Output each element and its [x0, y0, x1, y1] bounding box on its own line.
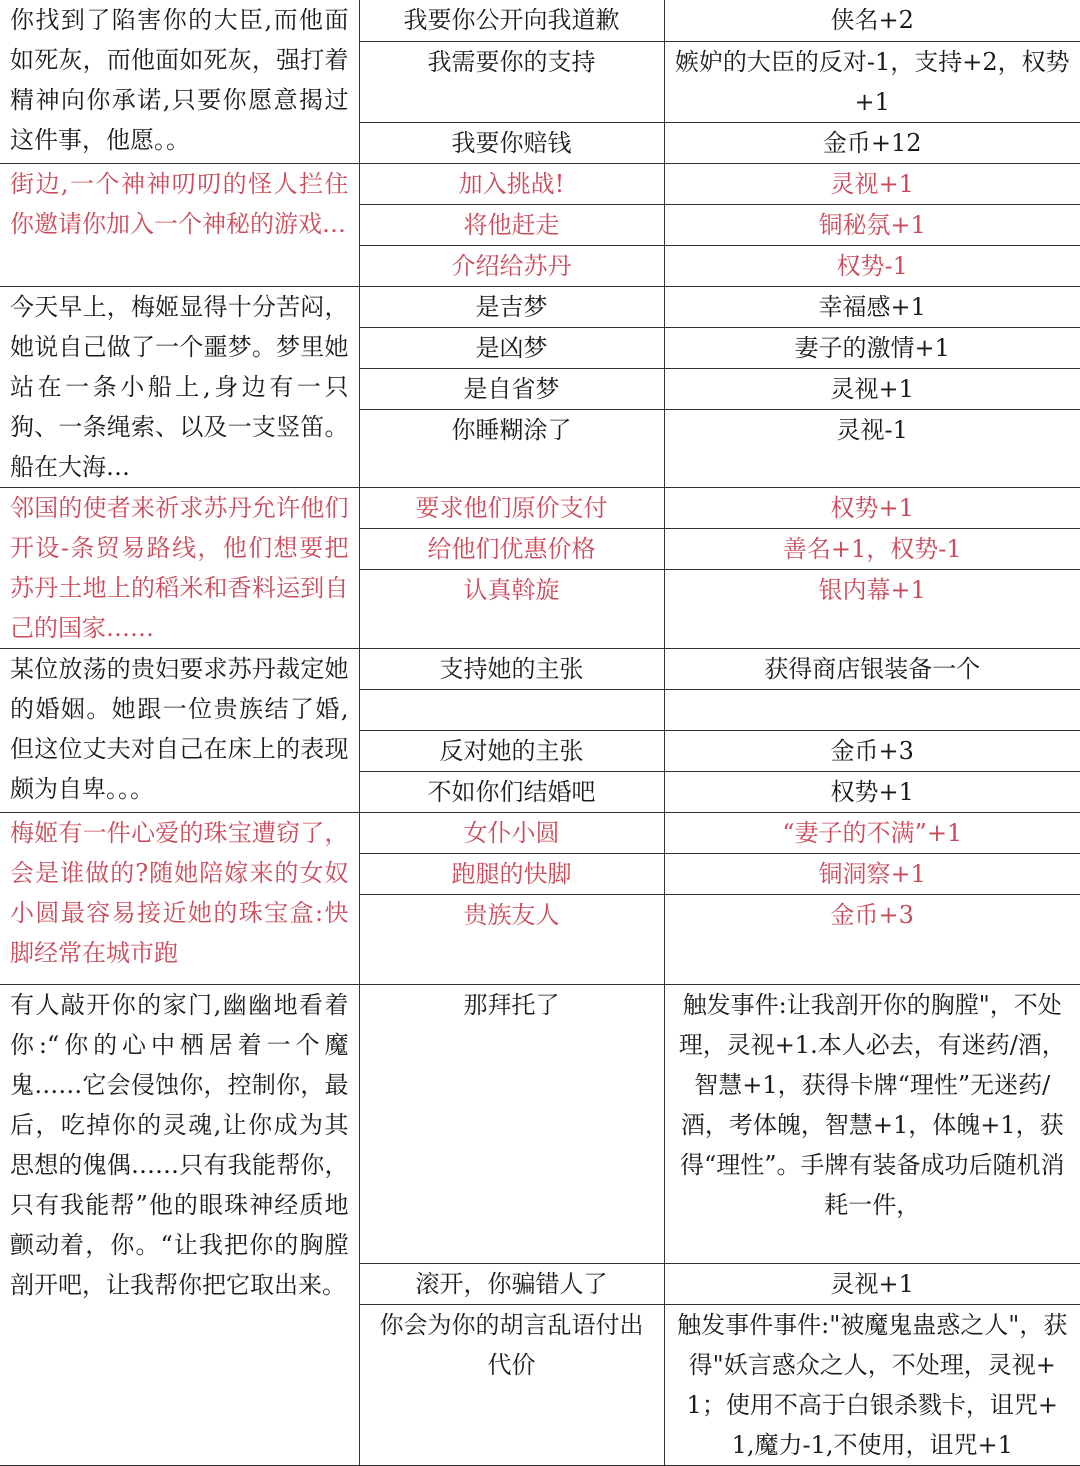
option-cell: 跑腿的快脚 [359, 853, 664, 894]
option-cell: 将他赶走 [359, 204, 664, 245]
effect-cell: 触发事件事件:"被魔鬼蛊惑之人"，获得"妖言惑众之人，不处理，灵视+1；使用不高于白银杀戮卡，诅咒+1,魔力-1,不使用，诅咒+1 [664, 1304, 1080, 1465]
table-row [0, 163, 1080, 204]
effect-cell: 灵视+1 [664, 1263, 1080, 1304]
effect-cell: 权势+1 [664, 771, 1080, 812]
table-row [0, 487, 1080, 528]
option-cell: 女仆小圆 [359, 812, 664, 853]
effect-cell: “妻子的不满”+1 [664, 812, 1080, 853]
effect-cell: 金币+3 [664, 730, 1080, 771]
effect-cell: 获得商店银装备一个 [664, 648, 1080, 689]
option-cell: 是凶梦 [359, 327, 664, 368]
effect-cell: 嫉妒的大臣的反对-1，支持+2，权势+1 [664, 41, 1080, 122]
option-cell: 滚开，你骗错人了 [359, 1263, 664, 1304]
option-cell: 那拜托了 [359, 984, 664, 1263]
effect-cell: 铜洞察+1 [664, 853, 1080, 894]
option-cell: 不如你们结婚吧 [359, 771, 664, 812]
event-description: 邻国的使者来祈求苏丹允许他们开设-条贸易路线，他们想要把苏丹土地上的稻米和香料运到自己的国家…… [0, 487, 359, 648]
option-cell: 加入挑战! [359, 163, 664, 204]
table-row [0, 0, 1080, 41]
effect-cell: 灵视+1 [664, 368, 1080, 409]
option-cell: 是吉梦 [359, 286, 664, 327]
effect-cell: 银内幕+1 [664, 570, 1080, 649]
option-cell: 我要你公开向我道歉 [359, 0, 664, 41]
option-cell: 我要你赔钱 [359, 122, 664, 163]
option-cell: 是自省梦 [359, 368, 664, 409]
option-cell: 我需要你的支持 [359, 41, 664, 122]
event-description: 某位放荡的贵妇要求苏丹裁定她的婚姻。她跟一位贵族结了婚,但这位丈夫对自己在床上的表现颇为自卑。。。 [0, 648, 359, 812]
option-cell: 贵族友人 [359, 894, 664, 984]
event-description: 你找到了陷害你的大臣,而他面如死灰，而他面如死灰，强打着精神向你承诺,只要你愿意揭过这件事，他愿。。 [0, 0, 359, 163]
effect-cell: 权势+1 [664, 487, 1080, 528]
table-row [0, 286, 1080, 327]
option-cell: 认真斡旋 [359, 570, 664, 649]
effect-cell: 妻子的激情+1 [664, 327, 1080, 368]
event-description: 有人敲开你的家门,幽幽地看着你:“你的心中栖居着一个魔鬼……它会侵蚀你，控制你，最后，吃掉你的灵魂,让你成为其思想的傀偶……只有我能帮你，只有我能帮”他的眼珠神经质地颤动着，你。“让我把你的胸膛剖开吧，让我帮你把它取出来。 [0, 984, 359, 1465]
event-description: 梅姬有一件心爱的珠宝遭窃了，会是谁做的?随她陪嫁来的女奴小圆最容易接近她的珠宝盒:快脚经常在城市跑 [0, 812, 359, 984]
effect-cell: 善名+1，权势-1 [664, 528, 1080, 569]
effect-cell: 幸福感+1 [664, 286, 1080, 327]
effect-cell: 侠名+2 [664, 0, 1080, 41]
effect-cell [664, 689, 1080, 730]
option-cell: 反对她的主张 [359, 730, 664, 771]
option-cell: 你睡糊涂了 [359, 409, 664, 487]
table-row [0, 812, 1080, 853]
effect-cell: 金币+3 [664, 894, 1080, 984]
effect-cell: 金币+12 [664, 122, 1080, 163]
option-cell: 介绍给苏丹 [359, 245, 664, 286]
option-cell: 支持她的主张 [359, 648, 664, 689]
effect-cell: 灵视+1 [664, 163, 1080, 204]
table-row [0, 648, 1080, 689]
option-cell [359, 689, 664, 730]
event-description: 街边,一个神神叨叨的怪人拦住你邀请你加入一个神秘的游戏… [0, 163, 359, 286]
effect-cell: 触发事件:让我剖开你的胸膛"，不处理，灵视+1.本人必去，有迷药/酒，智慧+1，获得卡牌“理性”无迷药/酒，考体魄，智慧+1，体魄+1，获得“理性”。手牌有装备成功后随机消耗一件， [664, 984, 1080, 1263]
option-cell: 要求他们原价支付 [359, 487, 664, 528]
option-cell: 你会为你的胡言乱语付出代价 [359, 1304, 664, 1465]
effect-cell: 权势-1 [664, 245, 1080, 286]
option-cell: 给他们优惠价格 [359, 528, 664, 569]
table-row [0, 984, 1080, 1263]
effect-cell: 灵视-1 [664, 409, 1080, 487]
event-description: 今天早上，梅姬显得十分苦闷，她说自己做了一个噩梦。梦里她站在一条小船上,身边有一只狗、一条绳索、以及一支竖笛。船在大海… [0, 286, 359, 487]
effect-cell: 铜秘氛+1 [664, 204, 1080, 245]
